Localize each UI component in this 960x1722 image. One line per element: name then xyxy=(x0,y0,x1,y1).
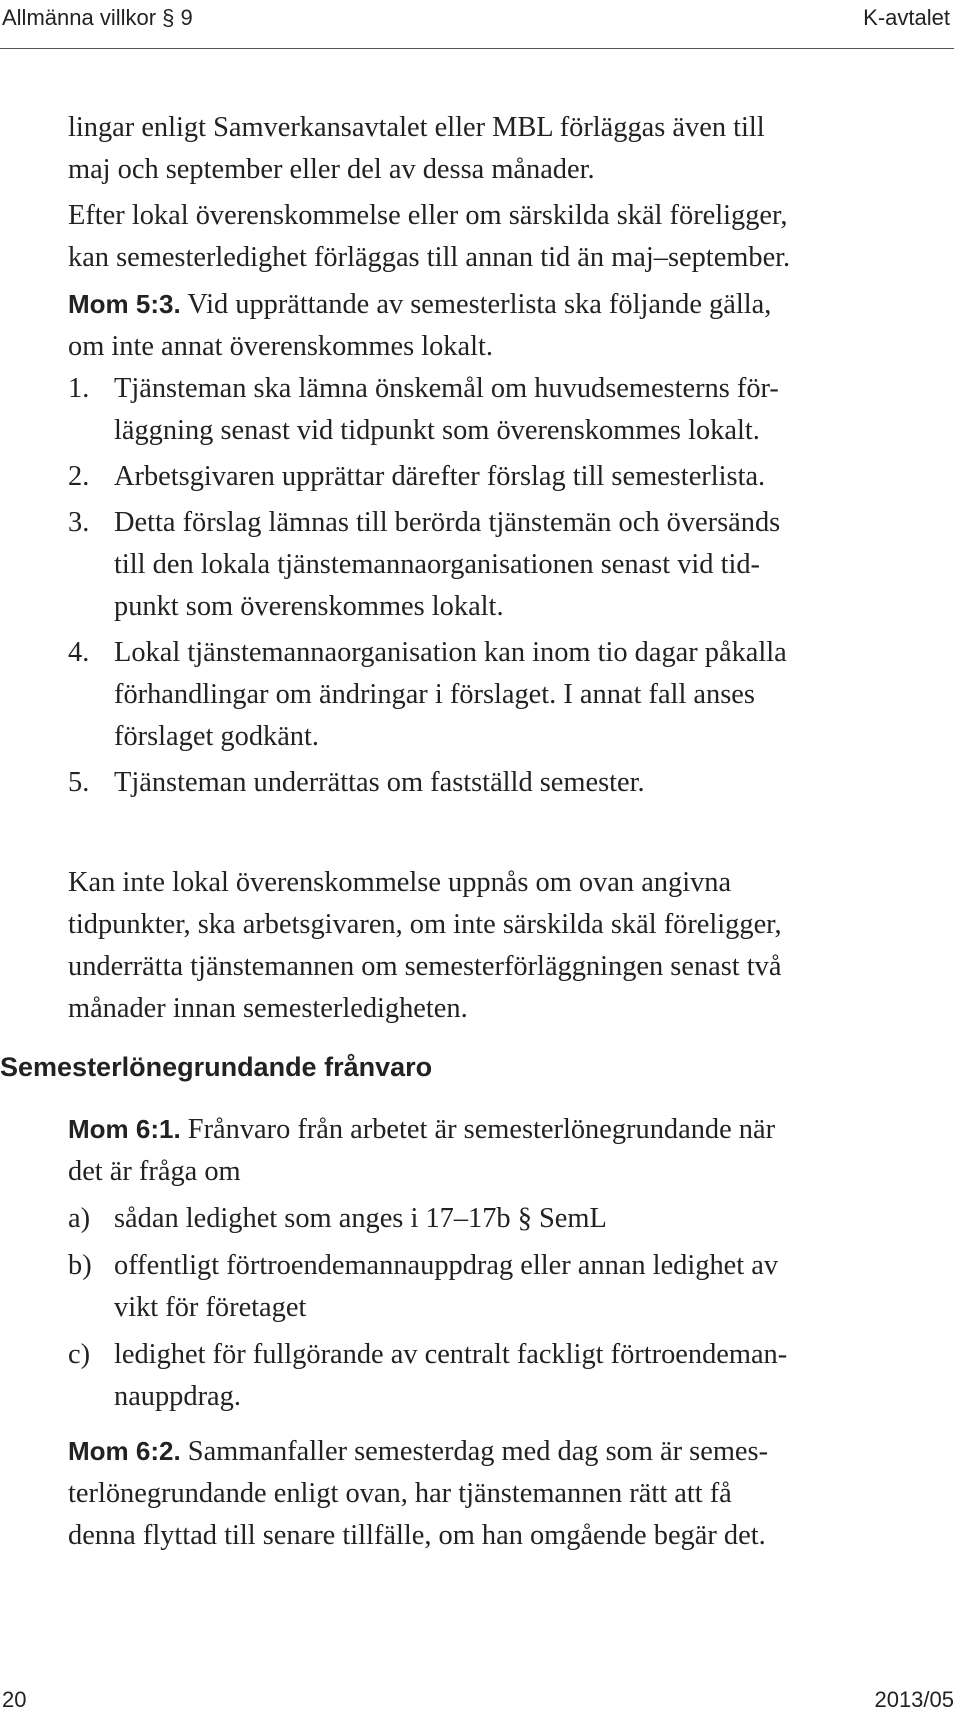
paragraph-continuation xyxy=(68,107,948,191)
list-item xyxy=(68,762,948,804)
text-line: maj och september eller del av dessa månader. xyxy=(68,154,595,185)
list-item xyxy=(68,1245,948,1329)
text-line: det är fråga om xyxy=(68,1156,241,1187)
list-number: 5. xyxy=(68,767,90,798)
numbered-list xyxy=(68,368,948,804)
clause-label: Mom 6:2. xyxy=(68,1436,181,1466)
list-letter: b) xyxy=(68,1250,92,1281)
clause-text: Vid upprättande av semesterlista ska följande gälla, xyxy=(180,289,772,320)
running-header xyxy=(0,0,954,49)
text-line: terlönegrundande enligt ovan, har tjänstemannen rätt att få xyxy=(68,1478,732,1509)
text-line: nauppdrag. xyxy=(114,1381,241,1412)
clause-text: Sammanfaller semesterdag med dag som är semes- xyxy=(180,1436,769,1467)
text-line: Tjänsteman ska lämna önskemål om huvudsemesterns för- xyxy=(114,373,779,404)
text-line: vikt för företaget xyxy=(114,1292,307,1323)
list-number: 1. xyxy=(68,373,90,404)
list-number: 3. xyxy=(68,507,90,538)
text-line xyxy=(68,283,948,326)
text-line: kan semesterledighet förläggas till annan tid än maj–september. xyxy=(68,242,791,273)
list-item xyxy=(68,632,948,758)
text-line: punkt som överenskommes lokalt. xyxy=(114,591,504,622)
text-line: förhandlingar om ändringar i förslaget. I annat fall anses xyxy=(114,679,755,710)
list-item xyxy=(68,456,948,498)
text-line: om inte annat överenskommes lokalt. xyxy=(68,331,493,362)
list-number: 4. xyxy=(68,637,90,668)
list-letter: a) xyxy=(68,1203,91,1234)
text-line: denna flyttad till senare tillfälle, om han omgående begär det. xyxy=(68,1520,766,1551)
text-line: Kan inte lokal överenskommelse uppnås om ovan angivna xyxy=(68,867,732,898)
text-line: till den lokala tjänstemannaorganisationen senast vid tid- xyxy=(114,549,760,580)
text-line: offentligt förtroendemannauppdrag eller annan ledighet av xyxy=(114,1250,779,1281)
edition-date: 2013/05 xyxy=(874,1687,954,1712)
text-line xyxy=(68,1108,948,1151)
clause-label: Mom 6:1. xyxy=(68,1114,181,1144)
text-line: ledighet för fullgörande av centralt fackligt förtroendeman- xyxy=(114,1339,788,1370)
paragraph-no-agreement xyxy=(68,862,948,1030)
text-line: Arbetsgivaren upprättar därefter förslag till semesterlista. xyxy=(114,461,766,492)
page-number: 20 xyxy=(2,1687,27,1712)
text-line: Lokal tjänstemannaorganisation kan inom tio dagar påkalla xyxy=(114,637,787,668)
list-number: 2. xyxy=(68,461,90,492)
clause-mom-6-2 xyxy=(68,1430,948,1557)
header-document-title: K-avtalet xyxy=(863,5,950,30)
text-line: underrätta tjänstemannen om semesterförläggningen senast två xyxy=(68,951,782,982)
lettered-list xyxy=(68,1198,948,1418)
clause-label: Mom 5:3. xyxy=(68,289,181,319)
list-item xyxy=(68,1334,948,1418)
section-heading: Semesterlönegrundande frånvaro xyxy=(0,1052,433,1082)
clause-mom-6-1 xyxy=(68,1108,948,1193)
text-line: tidpunkter, ska arbetsgivaren, om inte särskilda skäl föreligger, xyxy=(68,909,782,940)
list-item xyxy=(68,502,948,628)
list-letter: c) xyxy=(68,1339,91,1370)
list-item xyxy=(68,1198,948,1240)
text-line xyxy=(68,1430,948,1473)
text-line: månader innan semesterledigheten. xyxy=(68,993,468,1024)
text-line: lingar enligt Samverkansavtalet eller MBL förläggas även till xyxy=(68,112,765,143)
header-section-title: Allmänna villkor § 9 xyxy=(2,5,193,30)
text-line: Detta förslag lämnas till berörda tjänstemän och översänds xyxy=(114,507,781,538)
text-line: Efter lokal överenskommelse eller om särskilda skäl föreligger, xyxy=(68,200,788,231)
text-line: sådan ledighet som anges i 17–17b § SemL xyxy=(114,1203,607,1234)
text-line: förslaget godkänt. xyxy=(114,721,319,752)
list-item xyxy=(68,368,948,452)
text-line: läggning senast vid tidpunkt som överenskommes lokalt. xyxy=(114,415,760,446)
text-line: Tjänsteman underrättas om fastställd semester. xyxy=(114,767,645,798)
clause-mom-5-3 xyxy=(68,283,948,368)
clause-text: Frånvaro från arbetet är semesterlönegrundande när xyxy=(180,1114,776,1145)
paragraph-local-agreement xyxy=(68,195,948,279)
